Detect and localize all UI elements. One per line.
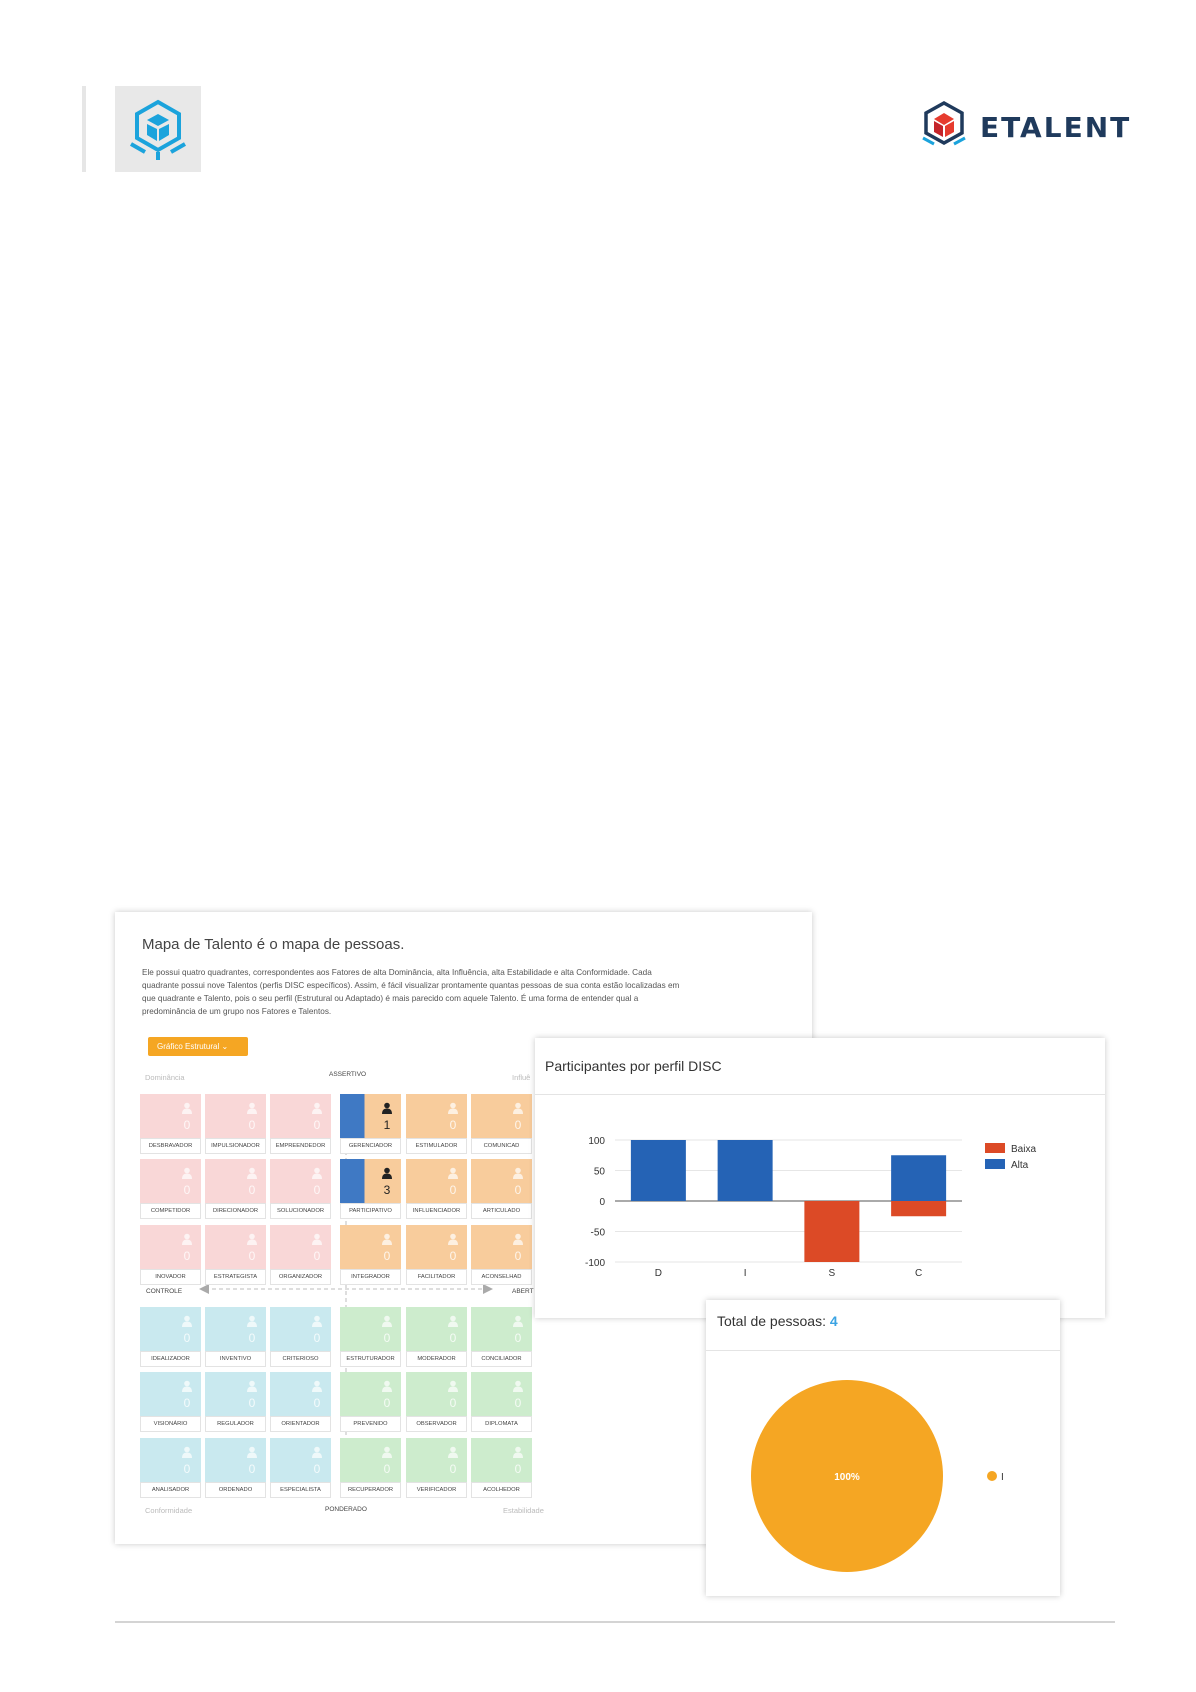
- talent-count: 0: [313, 1396, 321, 1410]
- talent-cell[interactable]: [406, 1307, 467, 1367]
- talent-count: 0: [383, 1249, 391, 1263]
- person-icon: [246, 1167, 258, 1179]
- talent-label: EMPREENDEDOR: [270, 1138, 331, 1154]
- talent-count: 0: [183, 1249, 191, 1263]
- talent-cell[interactable]: [140, 1225, 201, 1285]
- bar-baixa-c: [891, 1201, 946, 1216]
- person-icon: [447, 1380, 459, 1392]
- person-icon: [246, 1315, 258, 1327]
- person-icon: [311, 1380, 323, 1392]
- talent-cell[interactable]: [205, 1307, 266, 1367]
- corner-conformity: Conformidade: [145, 1506, 193, 1515]
- talent-count: 0: [248, 1249, 256, 1263]
- header-icon-box: [115, 86, 201, 172]
- corner-influence: Influê: [512, 1073, 531, 1082]
- talent-label: INFLUENCIADOR: [406, 1203, 467, 1219]
- total-people-title: [717, 1313, 838, 1329]
- talent-map-title: Mapa de Talento é o mapa de pessoas.: [142, 936, 405, 953]
- talent-cell[interactable]: [270, 1225, 331, 1285]
- talent-label: INVENTIVO: [205, 1351, 266, 1367]
- footer-divider: [115, 1621, 1115, 1623]
- talent-count: 0: [449, 1462, 457, 1476]
- axis-right-label: ABERT: [512, 1288, 534, 1295]
- talent-label: ESTIMULADOR: [406, 1138, 467, 1154]
- talent-count: 0: [449, 1249, 457, 1263]
- bar-baixa-s: [804, 1201, 859, 1262]
- talent-label: INTEGRADOR: [340, 1269, 401, 1285]
- talent-count: 0: [183, 1118, 191, 1132]
- person-icon: [181, 1233, 193, 1245]
- talent-label: VISIONÁRIO: [140, 1416, 201, 1432]
- disc-chart-title: Participantes por perfil DISC: [545, 1058, 722, 1074]
- talent-count: 0: [313, 1331, 321, 1345]
- talent-cell[interactable]: [340, 1225, 401, 1285]
- axis-left-label: CONTROLE: [146, 1288, 183, 1295]
- person-icon: [447, 1233, 459, 1245]
- person-icon: [447, 1102, 459, 1114]
- person-icon: [381, 1233, 393, 1245]
- person-icon: [311, 1233, 323, 1245]
- person-icon: [181, 1315, 193, 1327]
- legend-dot: [987, 1471, 997, 1481]
- x-tick-label: I: [743, 1268, 747, 1279]
- talent-cell[interactable]: [270, 1372, 331, 1432]
- talent-label: ARTICULADO: [471, 1203, 532, 1219]
- talent-label: DIRECIONADOR: [205, 1203, 266, 1219]
- talent-count: 0: [449, 1183, 457, 1197]
- etalent-cube-icon: [920, 100, 968, 148]
- x-tick-label: S: [828, 1268, 836, 1279]
- total-people-card: [706, 1300, 1060, 1596]
- talent-cell[interactable]: [406, 1094, 467, 1154]
- talent-label: INOVADOR: [140, 1269, 201, 1285]
- talent-cell[interactable]: [140, 1094, 201, 1154]
- talent-cell[interactable]: [406, 1225, 467, 1285]
- talent-count: 0: [514, 1118, 522, 1132]
- person-icon: [181, 1102, 193, 1114]
- bar-alta-i: [718, 1140, 773, 1201]
- talent-count: 0: [449, 1396, 457, 1410]
- talent-count: 0: [248, 1462, 256, 1476]
- disc-bar-chart: [535, 1098, 1105, 1318]
- talent-cell[interactable]: [340, 1438, 401, 1498]
- talent-count: 0: [313, 1183, 321, 1197]
- talent-count: 0: [514, 1396, 522, 1410]
- person-icon: [447, 1446, 459, 1458]
- person-icon: [447, 1167, 459, 1179]
- talent-cell[interactable]: [471, 1094, 532, 1154]
- talent-count: 0: [248, 1331, 256, 1345]
- pie-slice-label: 100%: [834, 1472, 860, 1483]
- talent-label: IMPULSIONADOR: [205, 1138, 266, 1154]
- talent-cell[interactable]: [140, 1438, 201, 1498]
- talent-cell[interactable]: [471, 1159, 532, 1219]
- talent-label: ACOLHEDOR: [471, 1482, 532, 1498]
- talent-count: 0: [449, 1331, 457, 1345]
- card-divider: [535, 1094, 1105, 1095]
- talent-count: 0: [248, 1183, 256, 1197]
- talent-label: ESPECIALISTA: [270, 1482, 331, 1498]
- talent-count: 1: [383, 1118, 391, 1132]
- talent-cell[interactable]: [471, 1307, 532, 1367]
- talent-count: 0: [449, 1118, 457, 1132]
- person-icon: [381, 1102, 393, 1114]
- talent-count: 0: [313, 1462, 321, 1476]
- person-icon: [381, 1380, 393, 1392]
- legend-swatch: [985, 1143, 1005, 1153]
- legend-label: Alta: [1011, 1160, 1029, 1171]
- talent-count: 0: [383, 1462, 391, 1476]
- talent-label: ANALISADOR: [140, 1482, 201, 1498]
- talent-count: 0: [183, 1331, 191, 1345]
- talent-count: 0: [514, 1331, 522, 1345]
- chart-mode-label: Gráfico Estrutural: [157, 1042, 220, 1051]
- person-icon: [381, 1446, 393, 1458]
- talent-label: PARTICIPATIVO: [340, 1203, 401, 1219]
- person-icon: [181, 1380, 193, 1392]
- talent-cell[interactable]: [205, 1094, 266, 1154]
- y-tick-label: -100: [584, 1258, 605, 1269]
- person-icon: [512, 1167, 524, 1179]
- cube-logo-icon: [115, 86, 201, 172]
- card-divider: [706, 1350, 1060, 1351]
- talent-cell[interactable]: [340, 1094, 401, 1154]
- talent-cell[interactable]: [471, 1438, 532, 1498]
- talent-label: DESBRAVADOR: [140, 1138, 201, 1154]
- talent-label: ESTRUTURADOR: [340, 1351, 401, 1367]
- talent-label: ORIENTADOR: [270, 1416, 331, 1432]
- talent-cell[interactable]: [270, 1159, 331, 1219]
- talent-cell[interactable]: [340, 1159, 401, 1219]
- talent-label: DIPLOMATA: [471, 1416, 532, 1432]
- talent-label: ACONSELHAD: [471, 1269, 532, 1285]
- y-tick-label: 50: [593, 1166, 605, 1178]
- talent-count: 0: [514, 1183, 522, 1197]
- talent-cell[interactable]: [406, 1372, 467, 1432]
- pie-chart: [706, 1352, 1060, 1596]
- talent-cell[interactable]: [205, 1159, 266, 1219]
- y-tick-label: 100: [588, 1136, 605, 1147]
- total-people-count: 4: [829, 1313, 838, 1329]
- talent-cell[interactable]: [205, 1438, 266, 1498]
- talent-cell[interactable]: [140, 1307, 201, 1367]
- talent-count: 0: [313, 1249, 321, 1263]
- talent-label: ORGANIZADOR: [270, 1269, 331, 1285]
- talent-label: COMUNICAD: [471, 1138, 532, 1154]
- talent-count: 0: [183, 1183, 191, 1197]
- talent-count: 0: [383, 1331, 391, 1345]
- talent-cell[interactable]: [406, 1159, 467, 1219]
- talent-label: ESTRATEGISTA: [205, 1269, 266, 1285]
- person-icon: [381, 1167, 393, 1179]
- talent-cell[interactable]: [471, 1225, 532, 1285]
- talent-cell[interactable]: [270, 1438, 331, 1498]
- talent-cell[interactable]: [406, 1438, 467, 1498]
- talent-label: RECUPERADOR: [340, 1482, 401, 1498]
- talent-label: IDEALIZADOR: [140, 1351, 201, 1367]
- disc-chart-card: [535, 1038, 1105, 1318]
- talent-map-description: Ele possui quatro quadrantes, correspondentes aos Fatores de alta Dominância, alta Influência, alta Estabilidade e alta Conformidade. Cada quadrante possui nove Talentos (perfis DISC específicos). Assim, é fácil visualizar prontamente quantas pessoas de sua conta estão localizadas em que quadrante e Talento, pois o seu perfil (Estrutural ou Adaptado) é mais parecido com aquele Talento. É uma forma de entender qual a predominância de um grupo nos Fatores e Talentos.: [142, 968, 680, 1016]
- talent-label: OBSERVADOR: [406, 1416, 467, 1432]
- talent-count: 0: [383, 1396, 391, 1410]
- talent-label: ORDENADO: [205, 1482, 266, 1498]
- person-icon: [381, 1315, 393, 1327]
- axis-bottom-label: PONDERADO: [325, 1506, 367, 1513]
- person-icon: [246, 1233, 258, 1245]
- talent-label: MODERADOR: [406, 1351, 467, 1367]
- talent-label: CONCILIADOR: [471, 1351, 532, 1367]
- person-icon: [311, 1315, 323, 1327]
- legend-swatch: [985, 1159, 1005, 1169]
- talent-count: 0: [313, 1118, 321, 1132]
- axis-top-label: ASSERTIVO: [329, 1071, 367, 1078]
- talent-count: 0: [248, 1118, 256, 1132]
- talent-label: FACILITADOR: [406, 1269, 467, 1285]
- person-icon: [447, 1315, 459, 1327]
- person-icon: [512, 1380, 524, 1392]
- person-icon: [311, 1102, 323, 1114]
- header-divider: [82, 86, 86, 172]
- talent-label: REGULADOR: [205, 1416, 266, 1432]
- talent-count: 0: [183, 1396, 191, 1410]
- x-tick-label: C: [915, 1268, 923, 1279]
- talent-label: SOLUCIONADOR: [270, 1203, 331, 1219]
- person-icon: [246, 1446, 258, 1458]
- person-icon: [181, 1167, 193, 1179]
- talent-label: VERIFICADOR: [406, 1482, 467, 1498]
- corner-stability: Estabilidade: [503, 1506, 544, 1515]
- y-tick-label: 0: [599, 1197, 605, 1208]
- talent-cell[interactable]: [270, 1307, 331, 1367]
- talent-cell[interactable]: [340, 1372, 401, 1432]
- person-icon: [311, 1446, 323, 1458]
- bar-alta-c: [891, 1155, 946, 1201]
- talent-cell[interactable]: [205, 1225, 266, 1285]
- talent-cell[interactable]: [340, 1307, 401, 1367]
- talent-label: PREVENIDO: [340, 1416, 401, 1432]
- talent-count: 0: [248, 1396, 256, 1410]
- person-icon: [311, 1167, 323, 1179]
- etalent-logo: [920, 100, 968, 153]
- talent-label: CRITERIOSO: [270, 1351, 331, 1367]
- person-icon: [246, 1102, 258, 1114]
- talent-count: 0: [514, 1249, 522, 1263]
- talent-label: COMPETIDOR: [140, 1203, 201, 1219]
- talent-cell[interactable]: [205, 1372, 266, 1432]
- bar-alta-d: [631, 1140, 686, 1201]
- talent-count: 3: [383, 1183, 391, 1197]
- person-icon: [512, 1446, 524, 1458]
- talent-cell[interactable]: [140, 1372, 201, 1432]
- talent-label: GERENCIADOR: [340, 1138, 401, 1154]
- talent-cell[interactable]: [140, 1159, 201, 1219]
- y-tick-label: -50: [590, 1227, 605, 1239]
- corner-dominance: Dominância: [145, 1073, 185, 1082]
- total-people-label: Total de pessoas:: [717, 1313, 826, 1329]
- legend-label: I: [1001, 1472, 1004, 1483]
- talent-cell[interactable]: [471, 1372, 532, 1432]
- talent-cell[interactable]: [270, 1094, 331, 1154]
- person-icon: [512, 1315, 524, 1327]
- chevron-down-icon: ⌄: [221, 1042, 229, 1051]
- person-icon: [512, 1102, 524, 1114]
- talent-count: 0: [183, 1462, 191, 1476]
- talent-count: 0: [514, 1462, 522, 1476]
- legend-label: Baixa: [1011, 1144, 1037, 1155]
- person-icon: [246, 1380, 258, 1392]
- x-tick-label: D: [654, 1268, 662, 1279]
- person-icon: [181, 1446, 193, 1458]
- person-icon: [512, 1233, 524, 1245]
- brand-name: ETALENT: [980, 111, 1132, 144]
